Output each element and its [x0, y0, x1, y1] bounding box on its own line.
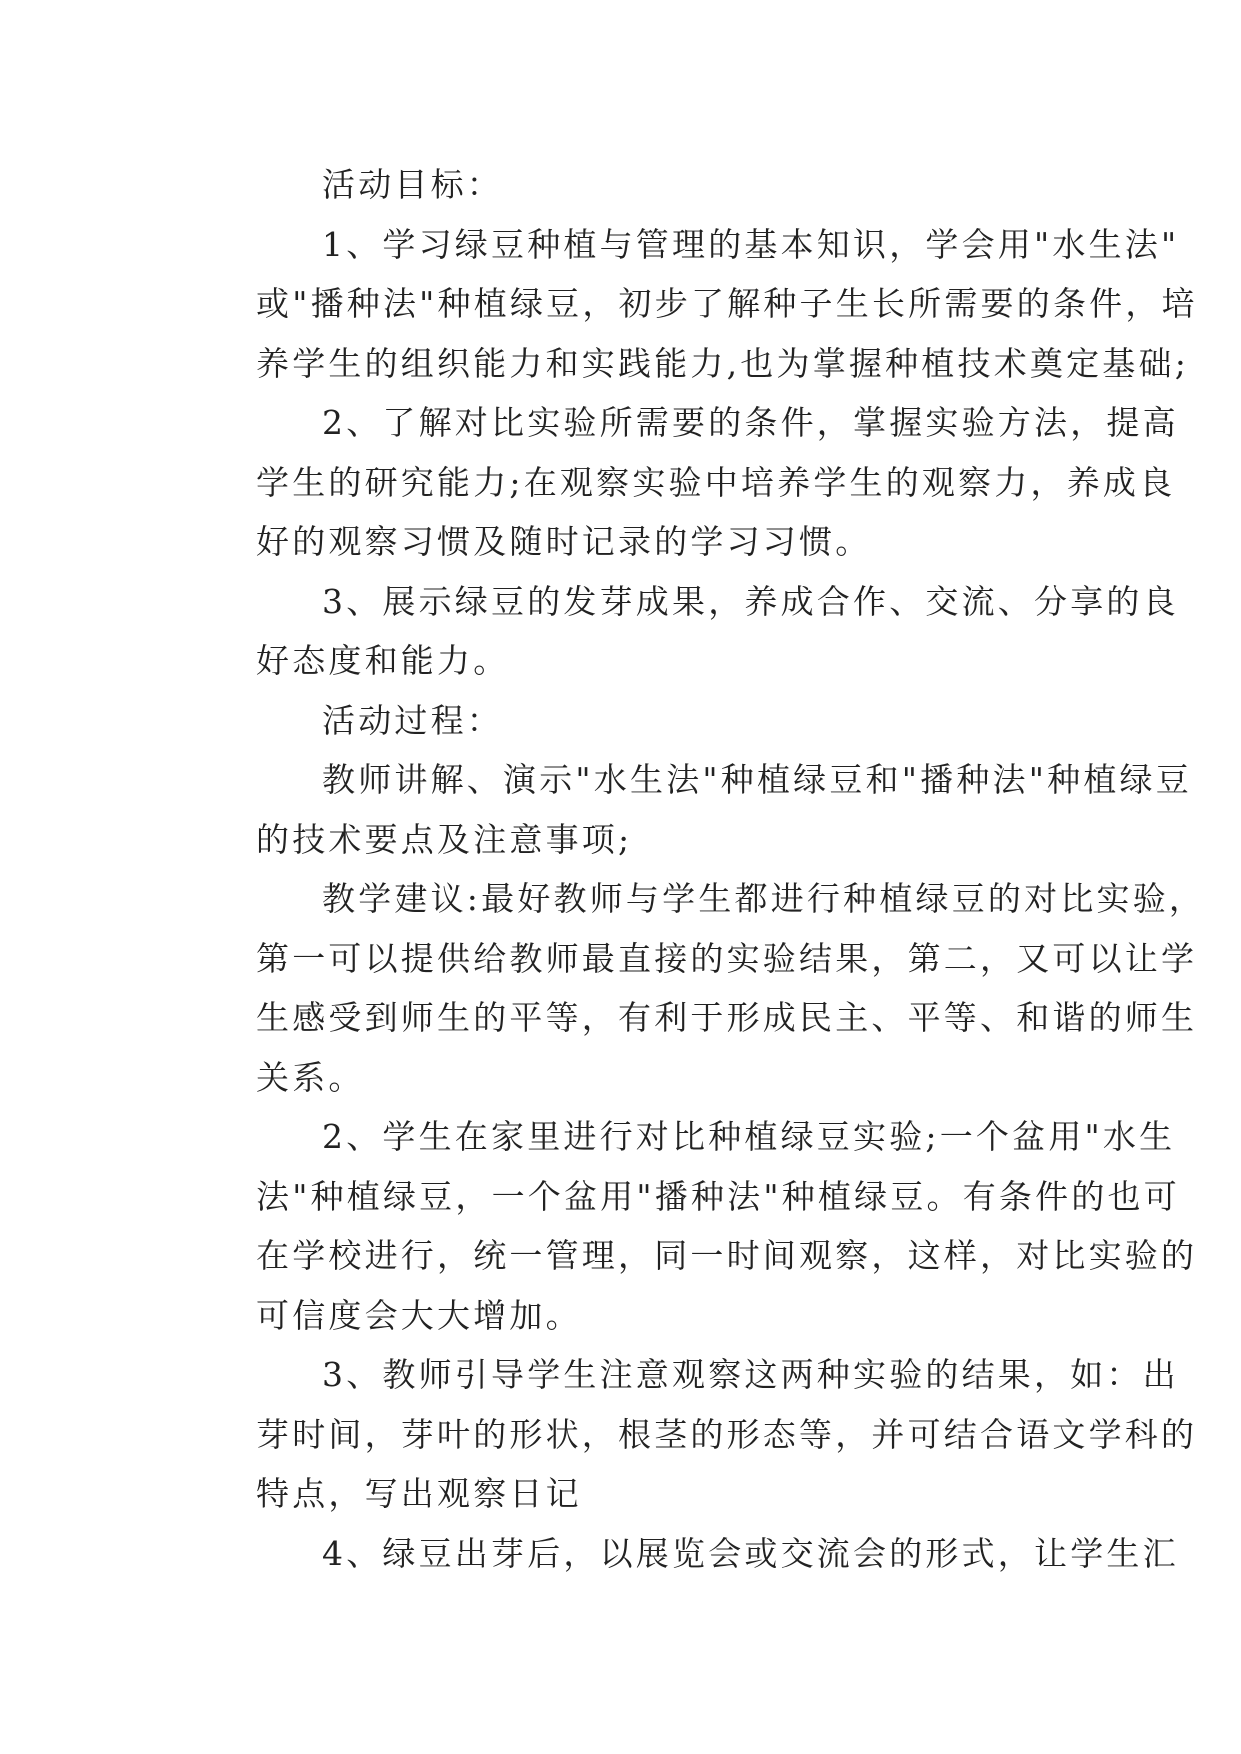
text-line: 法"种植绿豆，一个盆用"播种法"种植绿豆。有条件的也可	[256, 1176, 1180, 1216]
text-line: 活动目标：	[322, 165, 503, 204]
text-line: 或"播种法"种植绿豆，初步了解种子生长所需要的条件，培	[256, 284, 1198, 323]
text-line: 3、教师引导学生注意观察这两种实验的结果，如：出	[322, 1355, 1179, 1394]
text-line: 养学生的组织能力和实践能力,也为掌握种植技术奠定基础;	[256, 343, 1190, 383]
text-line: 3、展示绿豆的发芽成果，养成合作、交流、分享的良	[322, 581, 1179, 621]
goal-item-3	[190, 572, 1179, 691]
teaching-advice	[190, 869, 1206, 1107]
text-line: 教学建议:最好教师与学生都进行种植绿豆的对比实验，	[322, 879, 1206, 918]
text-line: 芽时间，芽叶的形状，根茎的形态等，并可结合语文学科的	[256, 1414, 1198, 1454]
process-heading	[190, 691, 1050, 751]
text-line: 好态度和能力。	[256, 641, 510, 680]
goal-item-2	[190, 393, 1179, 572]
process-item-2	[190, 1107, 1198, 1345]
text-line: 特点，写出观察日记	[256, 1474, 582, 1513]
text-line: 关系。	[256, 1057, 365, 1097]
text-line: 教师讲解、演示"水生法"种植绿豆和"播种法"种植绿豆	[322, 760, 1192, 799]
text-line: 在学校进行，统一管理，同一时间观察，这样，对比实验的	[256, 1236, 1198, 1275]
text-line: 第一可以提供给教师最直接的实验结果，第二，又可以让学	[256, 938, 1198, 978]
goal-item-1	[190, 215, 1198, 394]
text-line: 2、学生在家里进行对比种植绿豆实验;一个盆用"水生	[322, 1117, 1176, 1156]
process-intro	[190, 750, 1192, 869]
text-line: 2、了解对比实验所需要的条件，掌握实验方法，提高	[322, 403, 1179, 442]
process-item-3	[190, 1345, 1198, 1524]
text-line: 1、学习绿豆种植与管理的基本知识，学会用"水生法"	[322, 224, 1180, 264]
text-line: 学生的研究能力;在观察实验中培养学生的观察力，养成良	[256, 462, 1176, 502]
text-line: 生感受到师生的平等，有利于形成民主、平等、和谐的师生	[256, 998, 1198, 1037]
text-line: 好的观察习惯及随时记录的学习习惯。	[256, 522, 872, 561]
process-item-4	[190, 1524, 1179, 1584]
document-body	[190, 155, 1206, 1583]
text-line: 活动过程：	[322, 700, 503, 740]
goal-heading	[190, 155, 1050, 215]
text-line: 可信度会大大增加。	[256, 1295, 582, 1335]
text-line: 4、绿豆出芽后，以展览会或交流会的形式，让学生汇	[322, 1533, 1179, 1573]
text-line: 的技术要点及注意事项;	[256, 819, 633, 859]
